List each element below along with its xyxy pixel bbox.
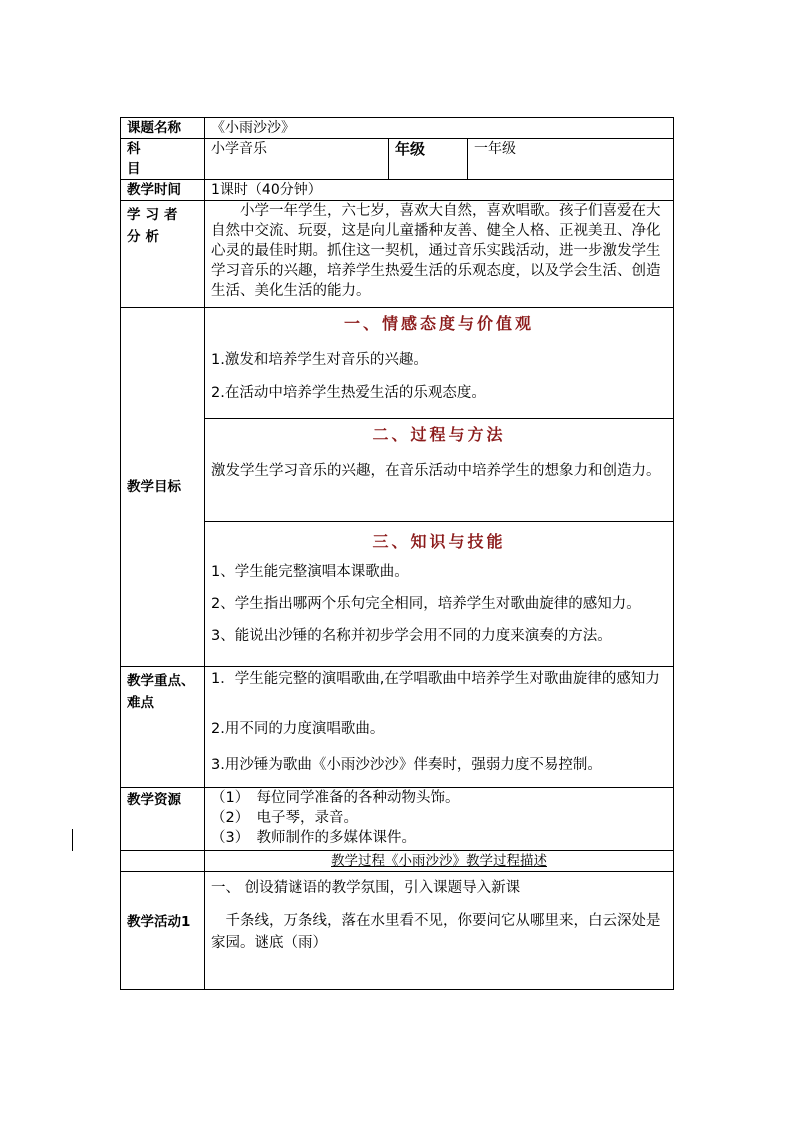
- goal-label: 教学目标: [121, 308, 205, 667]
- topic-label: 课题名称: [121, 118, 205, 139]
- resources-row: [121, 788, 674, 851]
- goal3-title: 三、知识与技能: [372, 532, 506, 551]
- goal1-cell: [205, 308, 674, 419]
- resource-item1: （1） 每位同学准备的各种动物头饰。: [211, 790, 460, 806]
- lesson-plan-table: [120, 117, 674, 990]
- activity-step: 一、 创设猜谜语的教学氛围，引入课题导入新课: [211, 880, 521, 896]
- subject-value: 小学音乐: [205, 139, 389, 180]
- activity-label: 教学活动1: [121, 872, 205, 990]
- activity-riddle: 千条线，万条线，落在水里看不见，你要问它从哪里来，白云深处是家园。谜底（雨）: [211, 913, 661, 951]
- resource-cell: [205, 788, 674, 851]
- activity-row: [121, 872, 674, 990]
- subject-row: [121, 139, 674, 180]
- learner-label: 学习者分析: [121, 201, 205, 308]
- goal3-item2: 2、学生指出哪两个乐句完全相同，培养学生对歌曲旋律的感知力。: [211, 596, 641, 612]
- key-cell: [205, 667, 674, 788]
- time-value: 1课时（40分钟）: [205, 180, 674, 201]
- key-item3: 3.用沙锤为歌曲《小雨沙沙沙》伴奏时，强弱力度不易控制。: [211, 757, 602, 773]
- key-label: 教学重点、难点: [121, 667, 205, 788]
- subject-label: 科 目: [121, 139, 205, 180]
- goal2-title: 二、过程与方法: [372, 425, 506, 444]
- activity-cell: [205, 872, 674, 990]
- goal-row-1: [121, 308, 674, 419]
- text-cursor-mark: [72, 829, 73, 851]
- time-row: [121, 180, 674, 201]
- goal3-item3: 3、能说出沙锤的名称并初步学会用不同的力度来演奏的方法。: [211, 628, 612, 644]
- goal1-item1: 1.激发和培养学生对音乐的兴趣。: [211, 352, 428, 368]
- process-empty-cell: [121, 851, 205, 872]
- key-item2: 2.用不同的力度演唱歌曲。: [211, 721, 385, 737]
- learner-text: 小学一年学生，六七岁，喜欢大自然，喜欢唱歌。孩子们喜爱在大自然中交流、玩耍，这是向儿童播种友善、健全人格、正视美丑、净化心灵的最佳时期。抓住这一契机，通过音乐实践活动，进一步激发学生学习音乐的兴趣，培养学生热爱生活的乐观态度，以及学会生活、创造生活、美化生活的能力。: [205, 201, 674, 308]
- key-points-row: [121, 667, 674, 788]
- goal2-cell: [205, 419, 674, 522]
- grade-value: 一年级: [468, 139, 674, 180]
- grade-label: 年级: [389, 139, 468, 180]
- process-note: 教学过程《小雨沙沙》教学过程描述: [205, 851, 674, 872]
- goal1-item2: 2.在活动中培养学生热爱生活的乐观态度。: [211, 385, 486, 401]
- process-note-row: [121, 851, 674, 872]
- time-label: 教学时间: [121, 180, 205, 201]
- topic-value: 《小雨沙沙》: [205, 118, 674, 139]
- goal1-title: 一、情感态度与价值观: [344, 314, 535, 333]
- goal3-cell: [205, 522, 674, 667]
- resource-label: 教学资源: [121, 788, 205, 851]
- resource-item3: （3） 教师制作的多媒体课件。: [211, 830, 416, 846]
- key-item1: 1．学生能完整的演唱歌曲,在学唱歌曲中培养学生对歌曲旋律的感知力: [211, 671, 660, 687]
- goal2-text: 激发学生学习音乐的兴趣，在音乐活动中培养学生的想象力和创造力。: [211, 463, 661, 479]
- resource-item2: （2） 电子琴，录音。: [211, 810, 358, 826]
- topic-row: [121, 118, 674, 139]
- goal3-item1: 1、学生能完整演唱本课歌曲。: [211, 564, 409, 580]
- learner-row: [121, 201, 674, 308]
